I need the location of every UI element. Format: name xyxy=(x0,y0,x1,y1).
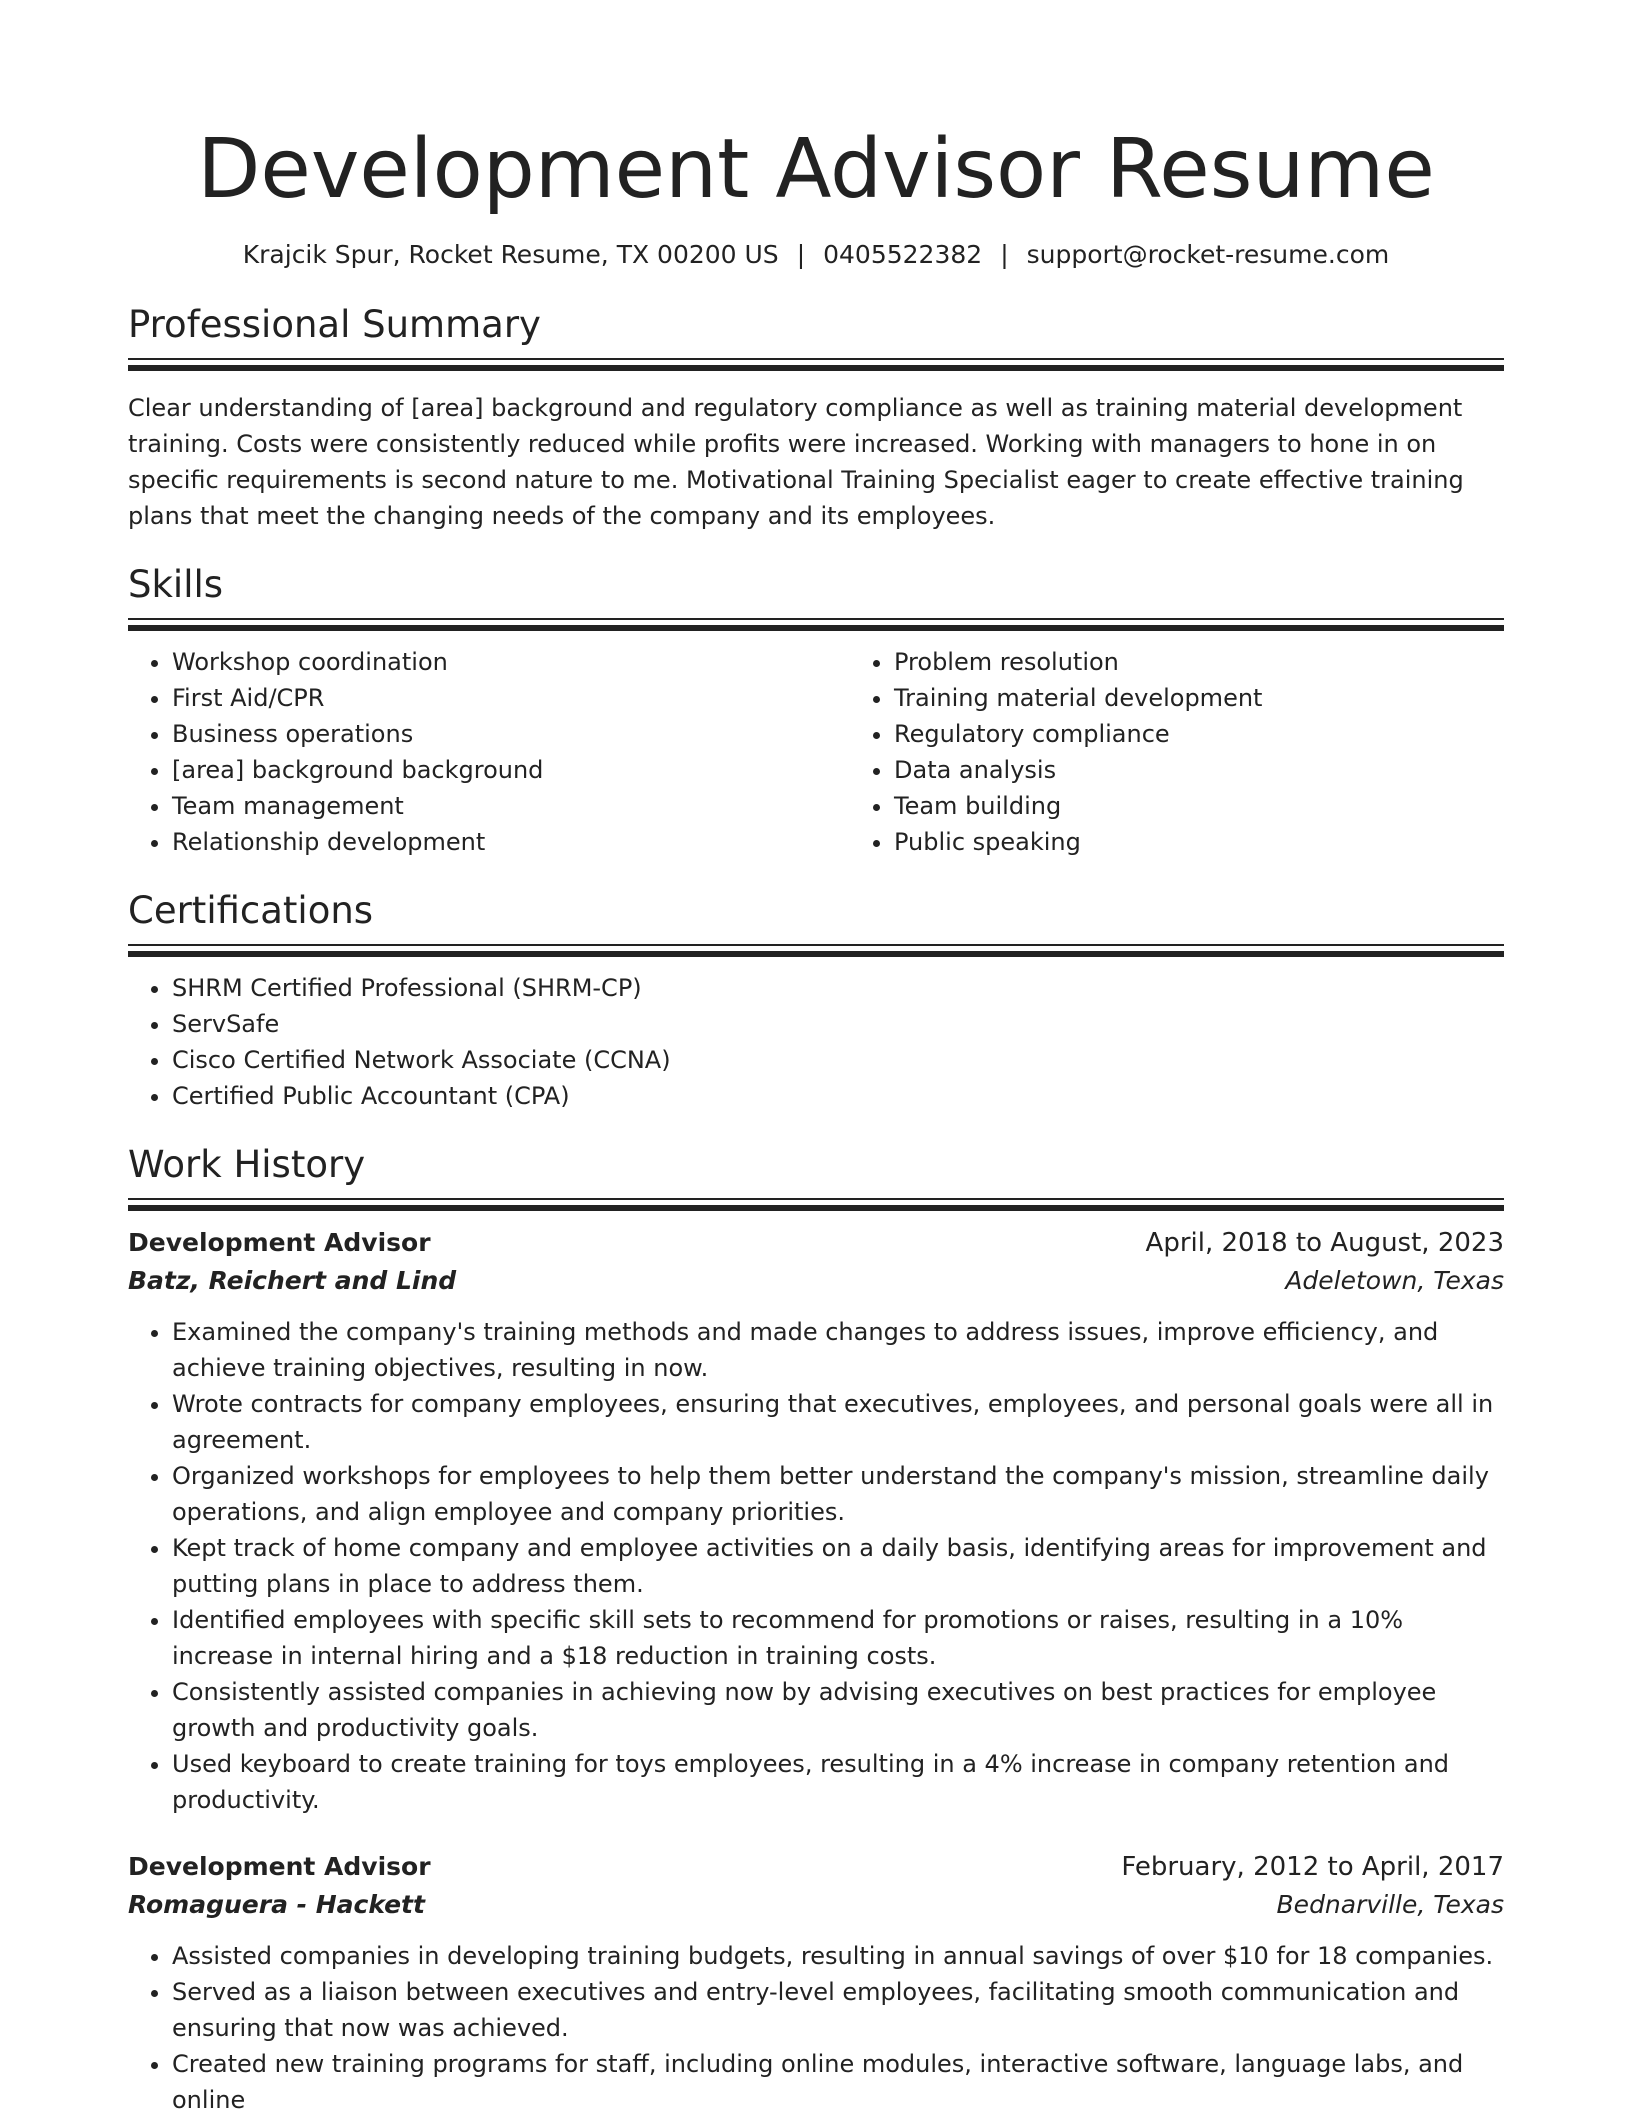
job-bullet: • Organized workshops for employees to help them better understand the company's mission, streamline daily operations, and align employee and company priorities. xyxy=(172,1458,1504,1530)
job-entry xyxy=(128,1224,1504,1818)
certifications-section xyxy=(128,888,1504,1114)
certification-item: • Certified Public Accountant (CPA) xyxy=(172,1078,1504,1114)
work-history-section xyxy=(128,1142,1504,2118)
section-divider xyxy=(128,358,1504,368)
job-header xyxy=(128,1848,1504,1886)
skill-item: • Training material development xyxy=(894,680,1572,716)
job-company: Romaguera - Hackett xyxy=(128,1890,425,1919)
job-subheader xyxy=(128,1262,1504,1300)
job-location: Adeletown, Texas xyxy=(1285,1266,1504,1295)
contact-line xyxy=(128,238,1504,272)
work-history-heading: Work History xyxy=(128,1143,366,1186)
job-bullet: • Examined the company's training methods and made changes to address issues, improve efficiency, and achieve training objectives, resulting in now. xyxy=(172,1314,1504,1386)
skill-item: • Problem resolution xyxy=(894,644,1572,680)
skill-item: • Regulatory compliance xyxy=(894,716,1572,752)
job-title: Development Advisor xyxy=(128,1228,431,1257)
skill-item: • First Aid/CPR xyxy=(172,680,850,716)
certification-item: • Cisco Certified Network Associate (CCNA) xyxy=(172,1042,1504,1078)
skill-item: • Data analysis xyxy=(894,752,1572,788)
job-location: Bednarville, Texas xyxy=(1276,1890,1504,1919)
skill-item: • Workshop coordination xyxy=(172,644,850,680)
job-bullet: • Kept track of home company and employee activities on a daily basis, identifying areas for improvement and putting plans in place to address them. xyxy=(172,1530,1504,1602)
section-divider xyxy=(128,1198,1504,1208)
job-bullet: • Identified employees with specific skill sets to recommend for promotions or raises, resulting in a 10% increase in internal hiring and a $18 reduction in training costs. xyxy=(172,1602,1504,1674)
skill-item: • Relationship development xyxy=(172,824,850,860)
job-bullet: • Served as a liaison between executives and entry-level employees, facilitating smooth communication and ensuring that now was achieved. xyxy=(172,1974,1504,2046)
job-title: Development Advisor xyxy=(128,1852,431,1881)
job-bullet: • Consistently assisted companies in achieving now by advising executives on best practices for employee growth and productivity goals. xyxy=(172,1674,1504,1746)
skill-item: • Team management xyxy=(172,788,850,824)
job-bullet: • Wrote contracts for company employees, ensuring that executives, employees, and personal goals were all in agreement. xyxy=(172,1386,1504,1458)
job-entry xyxy=(128,1848,1504,2118)
job-bullets xyxy=(128,1938,1504,2118)
job-bullet: • Assisted companies in developing training budgets, resulting in annual savings of over $10 for 18 companies. xyxy=(172,1938,1504,1974)
section-divider xyxy=(128,618,1504,628)
summary-text: Clear understanding of [area] background and regulatory compliance as well as training material development training. Costs were consistently reduced while profits were increased. Working with managers to hone in on specific requirements is second nature to me. Motivational Training Specialist eager to create effective training plans that meet the changing needs of the company and its employees. xyxy=(128,394,1464,530)
job-bullet: • Created new training programs for staff, including online modules, interactive software, language labs, and online xyxy=(172,2046,1504,2118)
resume-content xyxy=(128,0,1504,2118)
certification-item: • ServSafe xyxy=(172,1006,1504,1042)
skill-item: • Public speaking xyxy=(894,824,1572,860)
skills-heading: Skills xyxy=(128,563,224,606)
contact-address: Krajcik Spur, Rocket Resume, TX 00200 US xyxy=(242,240,779,269)
skills-list-left xyxy=(128,644,850,860)
job-dates: April, 2018 to August, 2023 xyxy=(1145,1228,1504,1258)
certification-item: • SHRM Certified Professional (SHRM-CP) xyxy=(172,970,1504,1006)
skill-item: • Team building xyxy=(894,788,1572,824)
job-bullet: • Used keyboard to create training for toys employees, resulting in a 4% increase in company retention and productivity. xyxy=(172,1746,1504,1818)
contact-separator: | xyxy=(796,240,806,269)
summary-heading: Professional Summary xyxy=(128,303,541,346)
skill-item: • [area] background background xyxy=(172,752,850,788)
job-dates: February, 2012 to April, 2017 xyxy=(1121,1852,1504,1882)
job-header xyxy=(128,1224,1504,1262)
skills-list-right xyxy=(850,644,1572,860)
job-company: Batz, Reichert and Lind xyxy=(128,1266,457,1295)
contact-separator: | xyxy=(1000,240,1009,269)
section-divider xyxy=(128,944,1504,954)
certifications-heading: Certifications xyxy=(128,889,374,932)
summary-section xyxy=(128,302,1504,534)
skill-item: • Business operations xyxy=(172,716,850,752)
job-bullets xyxy=(128,1314,1504,1818)
contact-email[interactable]: support@rocket-resume.com xyxy=(1026,240,1390,269)
resume-title: Development Advisor Resume xyxy=(197,122,1435,217)
skills-section xyxy=(128,562,1504,860)
skills-columns xyxy=(128,644,1504,860)
certifications-list xyxy=(128,970,1504,1114)
contact-phone: 0405522382 xyxy=(823,240,983,269)
job-subheader xyxy=(128,1886,1504,1924)
